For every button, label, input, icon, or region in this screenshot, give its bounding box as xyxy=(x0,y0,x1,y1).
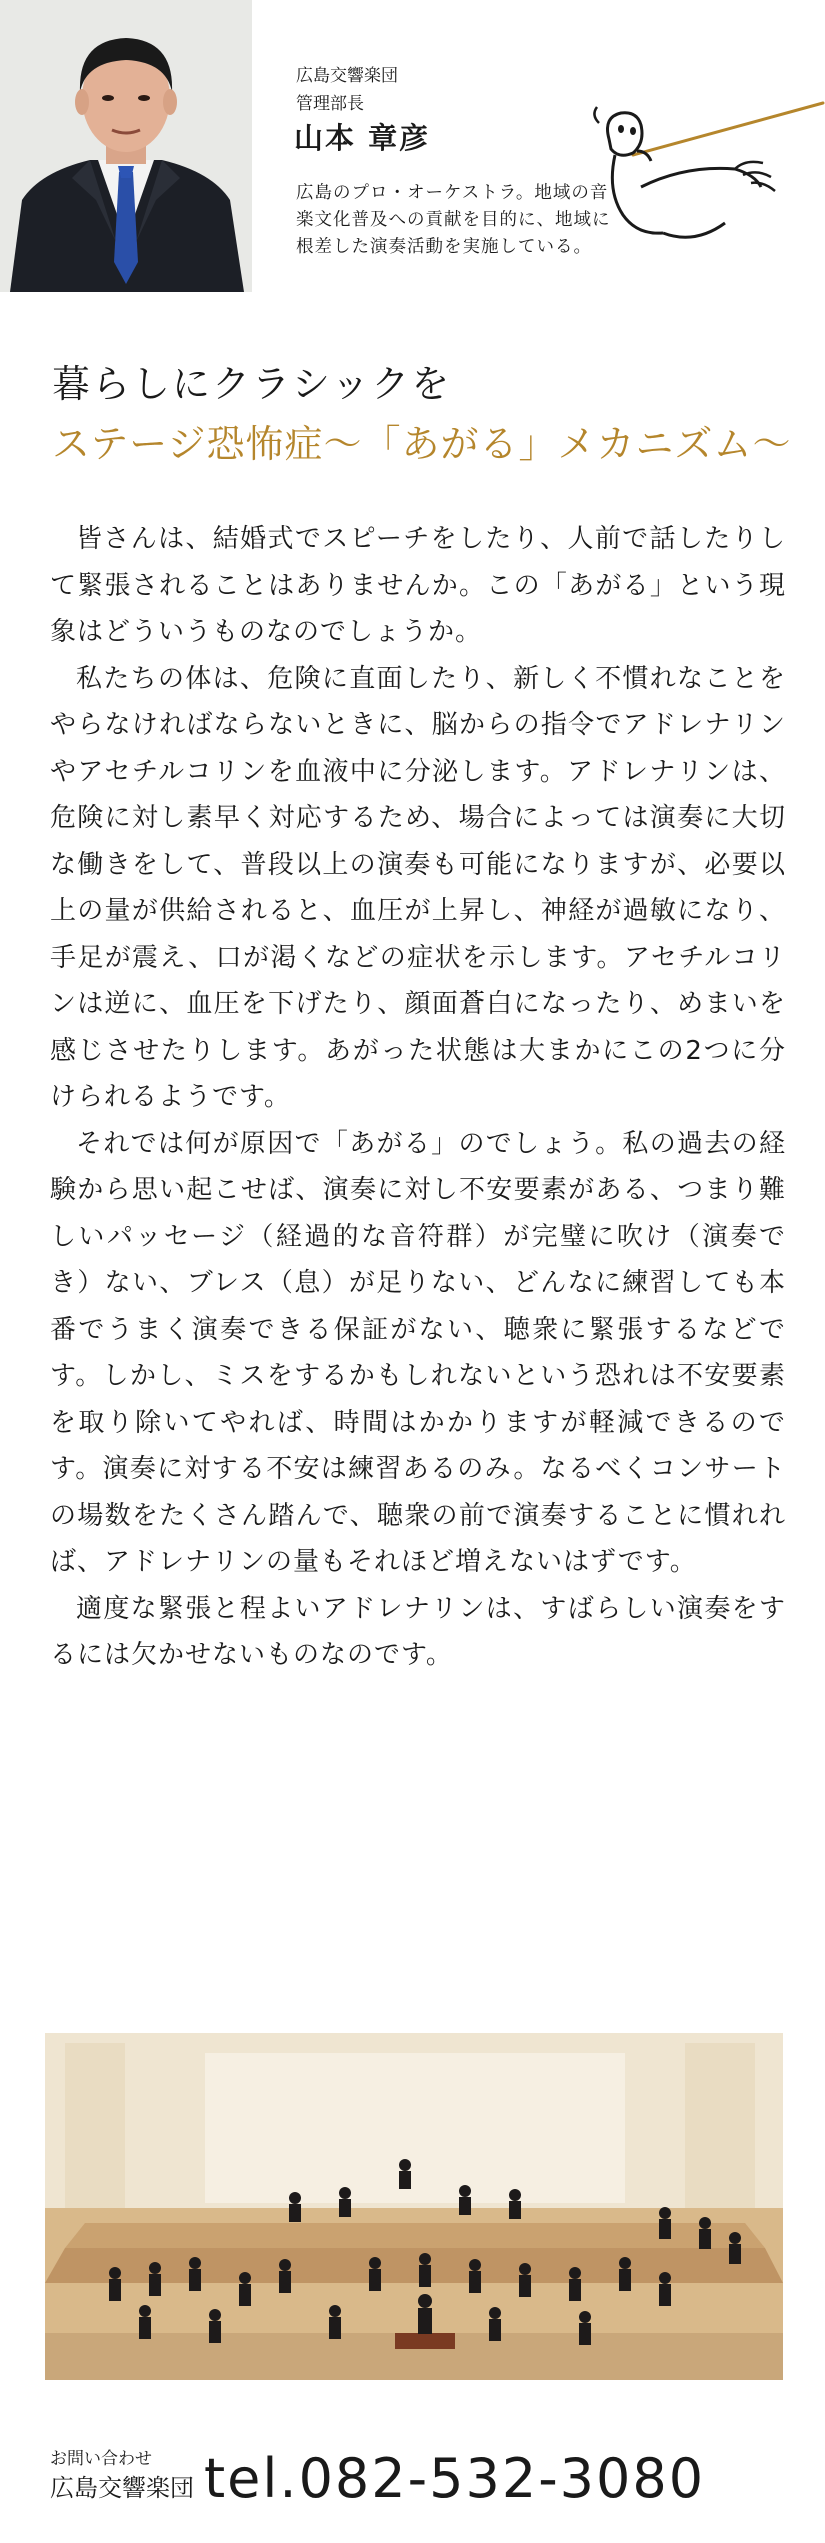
person-title: 管理部長 xyxy=(296,94,364,114)
contact-label: お問い合わせ xyxy=(50,2449,152,2469)
paragraph: 私たちの体は、危険に直面したり、新しく不慣れなことをやらなければならないときに、脳からの指令でアドレナリンやアセチルコリンを血液中に分泌します。アドレナリンは、危険に対し素早く対応するため、場合によっては演奏に大切な働きをして、普段以上の演奏も可能になりますが、必要以上の量が供給されると、血圧が上昇し、神経が過敏になり、手足が震え、口が渇くなどの症状を示します。アセチルコリンは逆に、血圧を下げたり、顔面蒼白になったり、めまいを感じさせたりします。あがった状態は大まかにこの2つに分けられるようです。 xyxy=(50,663,786,1112)
portrait-photo xyxy=(0,0,252,292)
conductor-mascot-illustration xyxy=(585,95,825,295)
orchestra-illustration xyxy=(45,2033,783,2380)
paragraph: それでは何が原因で「あがる」のでしょう。私の過去の経験から思い起こせば、演奏に対し不安要素がある、つまり難しいパッセージ（経過的な音符群）が完璧に吹け（演奏でき）ない、ブレス（息）が足りない、どんなに練習しても本番でうまく演奏できる保証がない、聴衆に緊張するなどです。しかし、ミスをするかもしれないという恐れは不安要素を取り除いてやれば、時間はかかりますが軽減できるのです。演奏に対する不安は練習あるのみ。なるべくコンサートの場数をたくさん踏んで、聴衆の前で演奏することに慣れれば、アドレナリンの量もそれほど増えないはずです。 xyxy=(50,1128,786,1577)
paragraph: 適度な緊張と程よいアドレナリンは、すばらしい演奏をするには欠かせないものなのです。 xyxy=(50,1593,786,1670)
contact-phone[interactable]: tel.082-532-3080 xyxy=(204,2447,706,2510)
portrait-illustration xyxy=(0,0,252,292)
paragraph: 皆さんは、結婚式でスピーチをしたり、人前で話したりして緊張されることはありませんか。この「あがる」という現象はどういうものなのでしょうか。 xyxy=(50,524,786,647)
person-name: 山本 章彦 xyxy=(294,121,431,155)
article-body xyxy=(50,516,786,1679)
org-name: 広島交響楽団 xyxy=(296,66,398,86)
org-description: 広島のプロ・オーケストラ。地域の音楽文化普及への貢献を目的に、地域に根差した演奏活動を実施している。 xyxy=(296,183,611,257)
column-title: 暮らしにクラシックを xyxy=(52,362,452,406)
article-headline: ステージ恐怖症〜「あがる」メカニズム〜 xyxy=(52,422,792,466)
contact-org: 広島交響楽団 xyxy=(50,2474,194,2502)
orchestra-photo xyxy=(45,2033,783,2380)
